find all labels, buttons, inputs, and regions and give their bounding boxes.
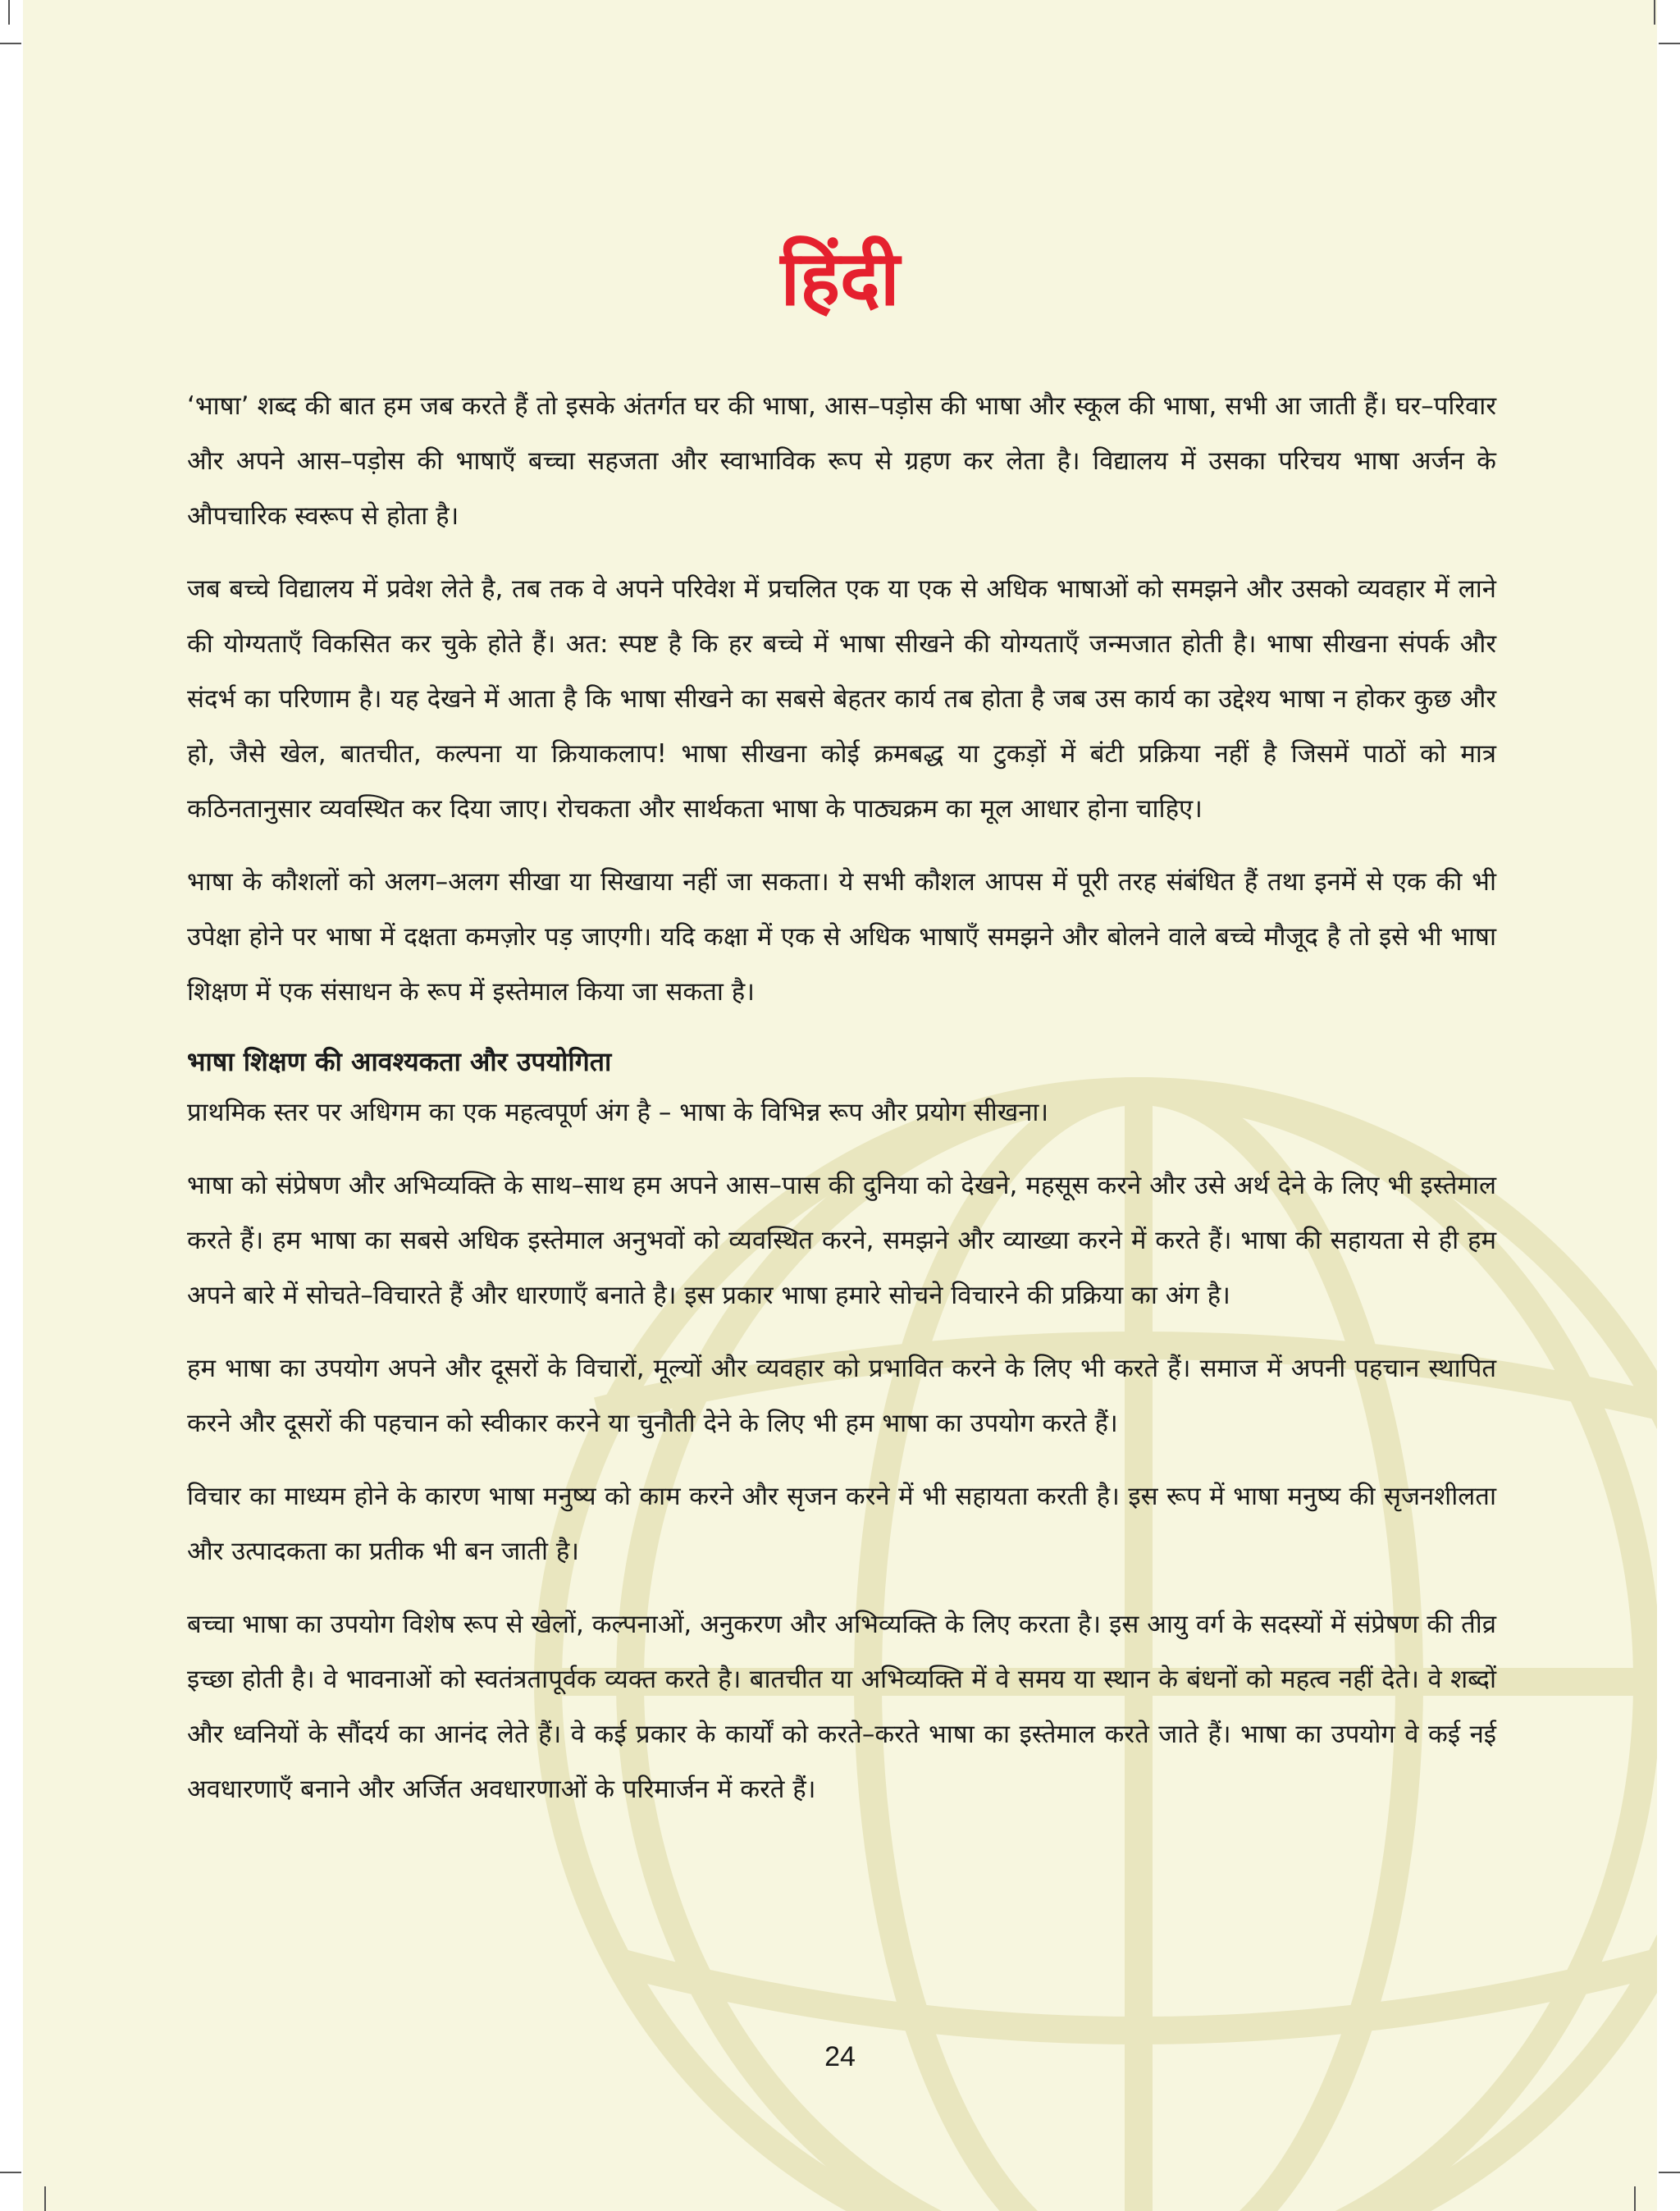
- page-number: 24: [824, 2041, 856, 2072]
- paragraph: भाषा के कौशलों को अलग–अलग सीखा या सिखाया नहीं जा सकता। ये सभी कौशल आपस में पूरी तरह संबंधित हैं तथा इनमें से एक की भी उपेक्षा होने पर भाषा में दक्षता कमज़ोर पड़ जाएगी। यदि कक्षा में एक से अधिक भाषाएँ समझने और बोलने वाले बच्चे मौजूद है तो इसे भी भाषा शिक्षण में एक संसाधन के रूप में इस्तेमाल किया जा सकता है।: [187, 867, 1496, 1007]
- paragraph: हम भाषा का उपयोग अपने और दूसरों के विचारों, मूल्यों और व्यवहार को प्रभावित करने के लिए भी करते हैं। समाज में अपनी पहचान स्थापित करने और दूसरों की पहचान को स्वीकार करने या चुनौती देने के लिए भी हम भाषा का उपयोग करते हैं।: [187, 1354, 1496, 1438]
- crop-mark: [1654, 0, 1655, 25]
- paragraph: प्राथमिक स्तर पर अधिगम का एक महत्वपूर्ण अंग है – भाषा के विभिन्न रूप और प्रयोग सीखना।: [187, 1098, 1049, 1127]
- paragraph: भाषा को संप्रेषण और अभिव्यक्ति के साथ–साथ हम अपने आस–पास की दुनिया को देखने, महसूस करने और उसे अर्थ देने के लिए भी इस्तेमाल करते हैं। हम भाषा का सबसे अधिक इस्तेमाल अनुभवों को व्यवस्थित करने, समझने और व्याख्या करने में करते हैं। भाषा की सहायता से ही हम अपने बारे में सोचते–विचारते हैं और धारणाएँ बनाते है। इस प्रकार भाषा हमारे सोचने विचारने की प्रक्रिया का अंग है।: [187, 1171, 1496, 1310]
- crop-mark: [0, 43, 21, 44]
- section-heading: भाषा शिक्षण की आवश्यकता और उपयोगिता: [187, 1046, 612, 1077]
- crop-mark: [1659, 2172, 1680, 2173]
- crop-mark: [1634, 2186, 1636, 2211]
- crop-mark: [44, 2186, 46, 2211]
- crop-mark: [1659, 43, 1680, 44]
- page-title: हिंदी: [780, 235, 900, 322]
- crop-mark: [0, 2172, 21, 2173]
- main-content: [187, 379, 1496, 1835]
- crop-mark: [8, 0, 10, 25]
- paragraph: ‘भाषा’ शब्द की बात हम जब करते हैं तो इसके अंतर्गत घर की भाषा, आस–पड़ोस की भाषा और स्कूल की भाषा, सभी आ जाती हैं। घर–परिवार और अपने आस–पड़ोस की भाषाएँ बच्चा सहजता और स्वाभाविक रूप से ग्रहण कर लेता है। विद्यालय में उसका परिचय भाषा अर्जन के औपचारिक स्वरूप से होता है।: [187, 391, 1496, 531]
- paragraph: बच्चा भाषा का उपयोग विशेष रूप से खेलों, कल्पनाओं, अनुकरण और अभिव्यक्ति के लिए करता है। इस आयु वर्ग के सदस्यों में संप्रेषण की तीव्र इच्छा होती है। वे भावनाओं को स्वतंत्रतापूर्वक व्यक्त करते है। बातचीत या अभिव्यक्ति में वे समय या स्थान के बंधनों को महत्व नहीं देते। वे शब्दों और ध्वनियों के सौंदर्य का आनंद लेते हैं। वे कई प्रकार के कार्यों को करते–करते भाषा का इस्तेमाल करते जाते हैं। भाषा का उपयोग वे कई नई अवधारणाएँ बनाने और अर्जित अवधारणाओं के परिमार्जन में करते हैं।: [187, 1610, 1496, 1804]
- paragraph: जब बच्चे विद्यालय में प्रवेश लेते है, तब तक वे अपने परिवेश में प्रचलित एक या एक से अधिक भाषाओं को समझने और उसको व्यवहार में लाने की योग्यताएँ विकसित कर चुके होते हैं। अत: स्पष्ट है कि हर बच्चे में भाषा सीखने की योग्यताएँ जन्मजात होती है। भाषा सीखना संपर्क और संदर्भ का परिणाम है। यह देखने में आता है कि भाषा सीखने का सबसे बेहतर कार्य तब होता है जब उस कार्य का उद्देश्य भाषा न होकर कुछ और हो, जैसे खेल, बातचीत, कल्पना या क्रियाकलाप! भाषा सीखना कोई क्रमबद्ध या टुकड़ों में बंटी प्रक्रिया नहीं है जिसमें पाठों को मात्र कठिनतानुसार व्यवस्थित कर दिया जाए। रोचकता और सार्थकता भाषा के पाठ्यक्रम का मूल आधार होना चाहिए।: [187, 574, 1496, 824]
- paragraph: विचार का माध्यम होने के कारण भाषा मनुष्य को काम करने और सृजन करने में भी सहायता करती है। इस रूप में भाषा मनुष्य की सृजनशीलता और उत्पादकता का प्रतीक भी बन जाती है।: [187, 1482, 1496, 1566]
